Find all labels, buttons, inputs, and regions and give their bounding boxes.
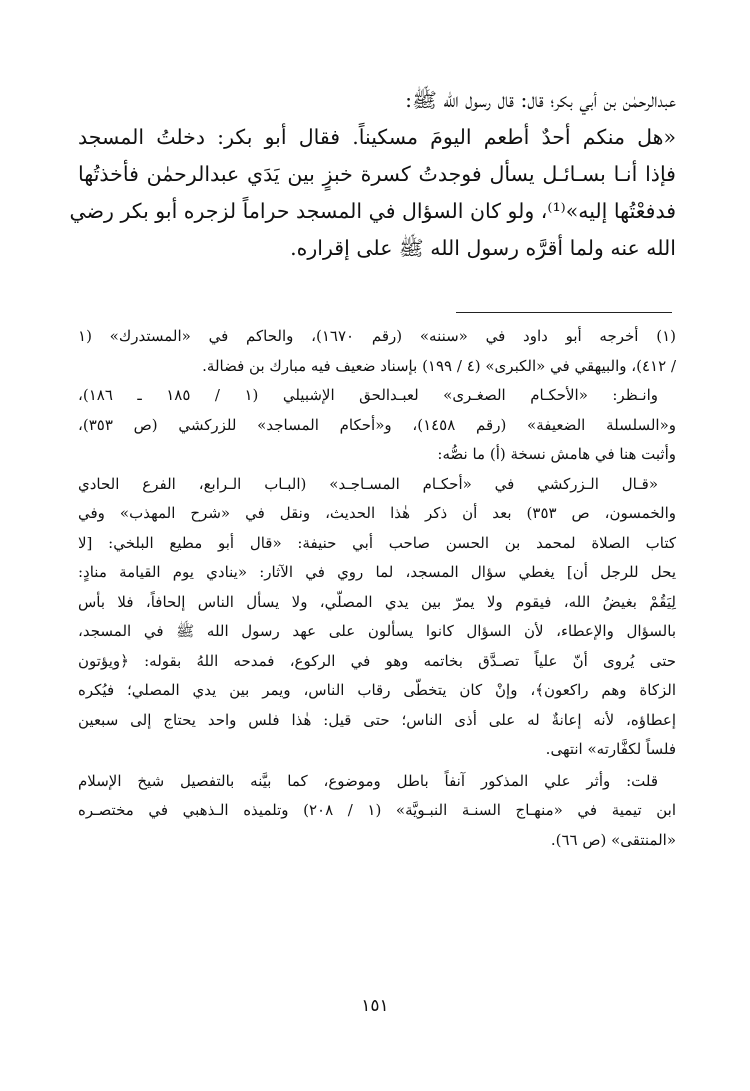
- footnote-line: بالسؤال والإعطاء، لأن السؤال كانوا يسألون على عهد رسول الله ﷺ في المسجد،: [78, 622, 676, 640]
- footnote-line: ابن تيمية في «منهـاج السنـة النبـويَّة» (١ / ٢٠٨) وتلميذه الـذهبي في مختصـره: [78, 801, 677, 819]
- footnote-separator: [456, 312, 672, 313]
- main-line: «هل منكم أحدٌ أطعم اليومَ مسكيناً. فقال أبو بكر: دخلتُ المسجد: [78, 125, 676, 149]
- footnote-line: الزكاة وهم راكعون﴾، وإنْ كان يتخطّى رقاب الناس، ويمر بين يدي المصلي؛ فيُكره: [78, 681, 676, 699]
- footnote-line: قلت: وأثر علي المذكور آنفاً باطل وموضوع، كما بيَّنه بالتفصيل شيخ الإسلام: [78, 771, 658, 790]
- footnote-line: (١) أخرجه أبو داود في «سننه» (رقم ١٦٧٠)، والحاكم في «المستدرك» (١: [78, 327, 677, 345]
- footnote-line: والخمسون، ص ٣٥٣) بعد أن ذكر هٰذا الحديث، ونقل في «شرح المهذب» وفي: [78, 504, 677, 522]
- page-number: ١٥١: [361, 996, 389, 1016]
- main-line: الله عنه ولما أقرَّه رسول الله ﷺ على إقراره.: [290, 236, 676, 260]
- main-text: [69, 82, 676, 267]
- footnote-line: / ٤١٢)، والبيهقي في «الكبرى» (٤ / ١٩٩) بإسناد ضعيف فيه مبارك بن فضالة.: [202, 356, 676, 375]
- footnotes: [78, 322, 676, 855]
- footnote-line: إعطاؤه، لأنه إعانةٌ له على أذى الناس؛ حتى قيل: هٰذا فلس واحد يحتاج إلى سبعين: [78, 710, 676, 729]
- footnote-line: فلساً لكفَّارته» انتهى.: [545, 740, 676, 758]
- main-line: عبدالرحمٰن بن أبي بكر؛ قال: قال رسول الله ﷺ:: [405, 88, 676, 112]
- main-line: فدفعْتُها إليه»⁽¹⁾، ولو كان السؤال في المسجد حراماً لزجره أبو بكر رضي: [69, 199, 676, 223]
- footnote-line: كتاب الصلاة لمحمد بن الحسن صاحب أبي حنيفة: «قال أبو مطيع البلخي: [لا: [78, 533, 676, 552]
- main-line: فإذا أنـا بسـائـل يسأل فوجدتُ كسرة خبزٍ بين يَدَي عبدالرحمٰن فأخذتُها: [78, 162, 676, 186]
- footnote-line: وأثبت هنا في هامش نسخة (أ) ما نصُّه:: [437, 445, 676, 463]
- footnote-line: لِيَقُمْ بغيضُ الله، فيقوم ولا يمرّ بين يدي المصلّي، ولا يسأل الناس إلحافاً، فلا بأس: [78, 592, 676, 611]
- footnote-line: حتى يُروى أنّ علياً تصـدَّق بخاتمه وهو في الركوع، فمدحه اللهُ بقوله: ﴿ويؤتون: [78, 651, 676, 670]
- footnote-line: وانـظر: «الأحكـام الصغـرى» لعبـدالحق الإشبيلي (١ / ١٨٥ ـ ١٨٦)،: [78, 386, 658, 404]
- footnote-line: «قـال الـزركشي في «أحكـام المسـاجـد» (البـاب الـرابع، الفرع الحادي: [78, 474, 658, 493]
- footnote-line: و«السلسلة الضعيفة» (رقم ١٤٥٨)، و«أحكام المساجد» للزركشي (ص ٣٥٣)،: [78, 415, 676, 434]
- footnote-line: يحل للرجل أن] يغطي سؤال المسجد، لما روي في الآثار: «ينادي يوم القيامة منادٍ:: [78, 563, 676, 581]
- footnote-line: «المنتقى» (ص ٦٦).: [550, 830, 676, 849]
